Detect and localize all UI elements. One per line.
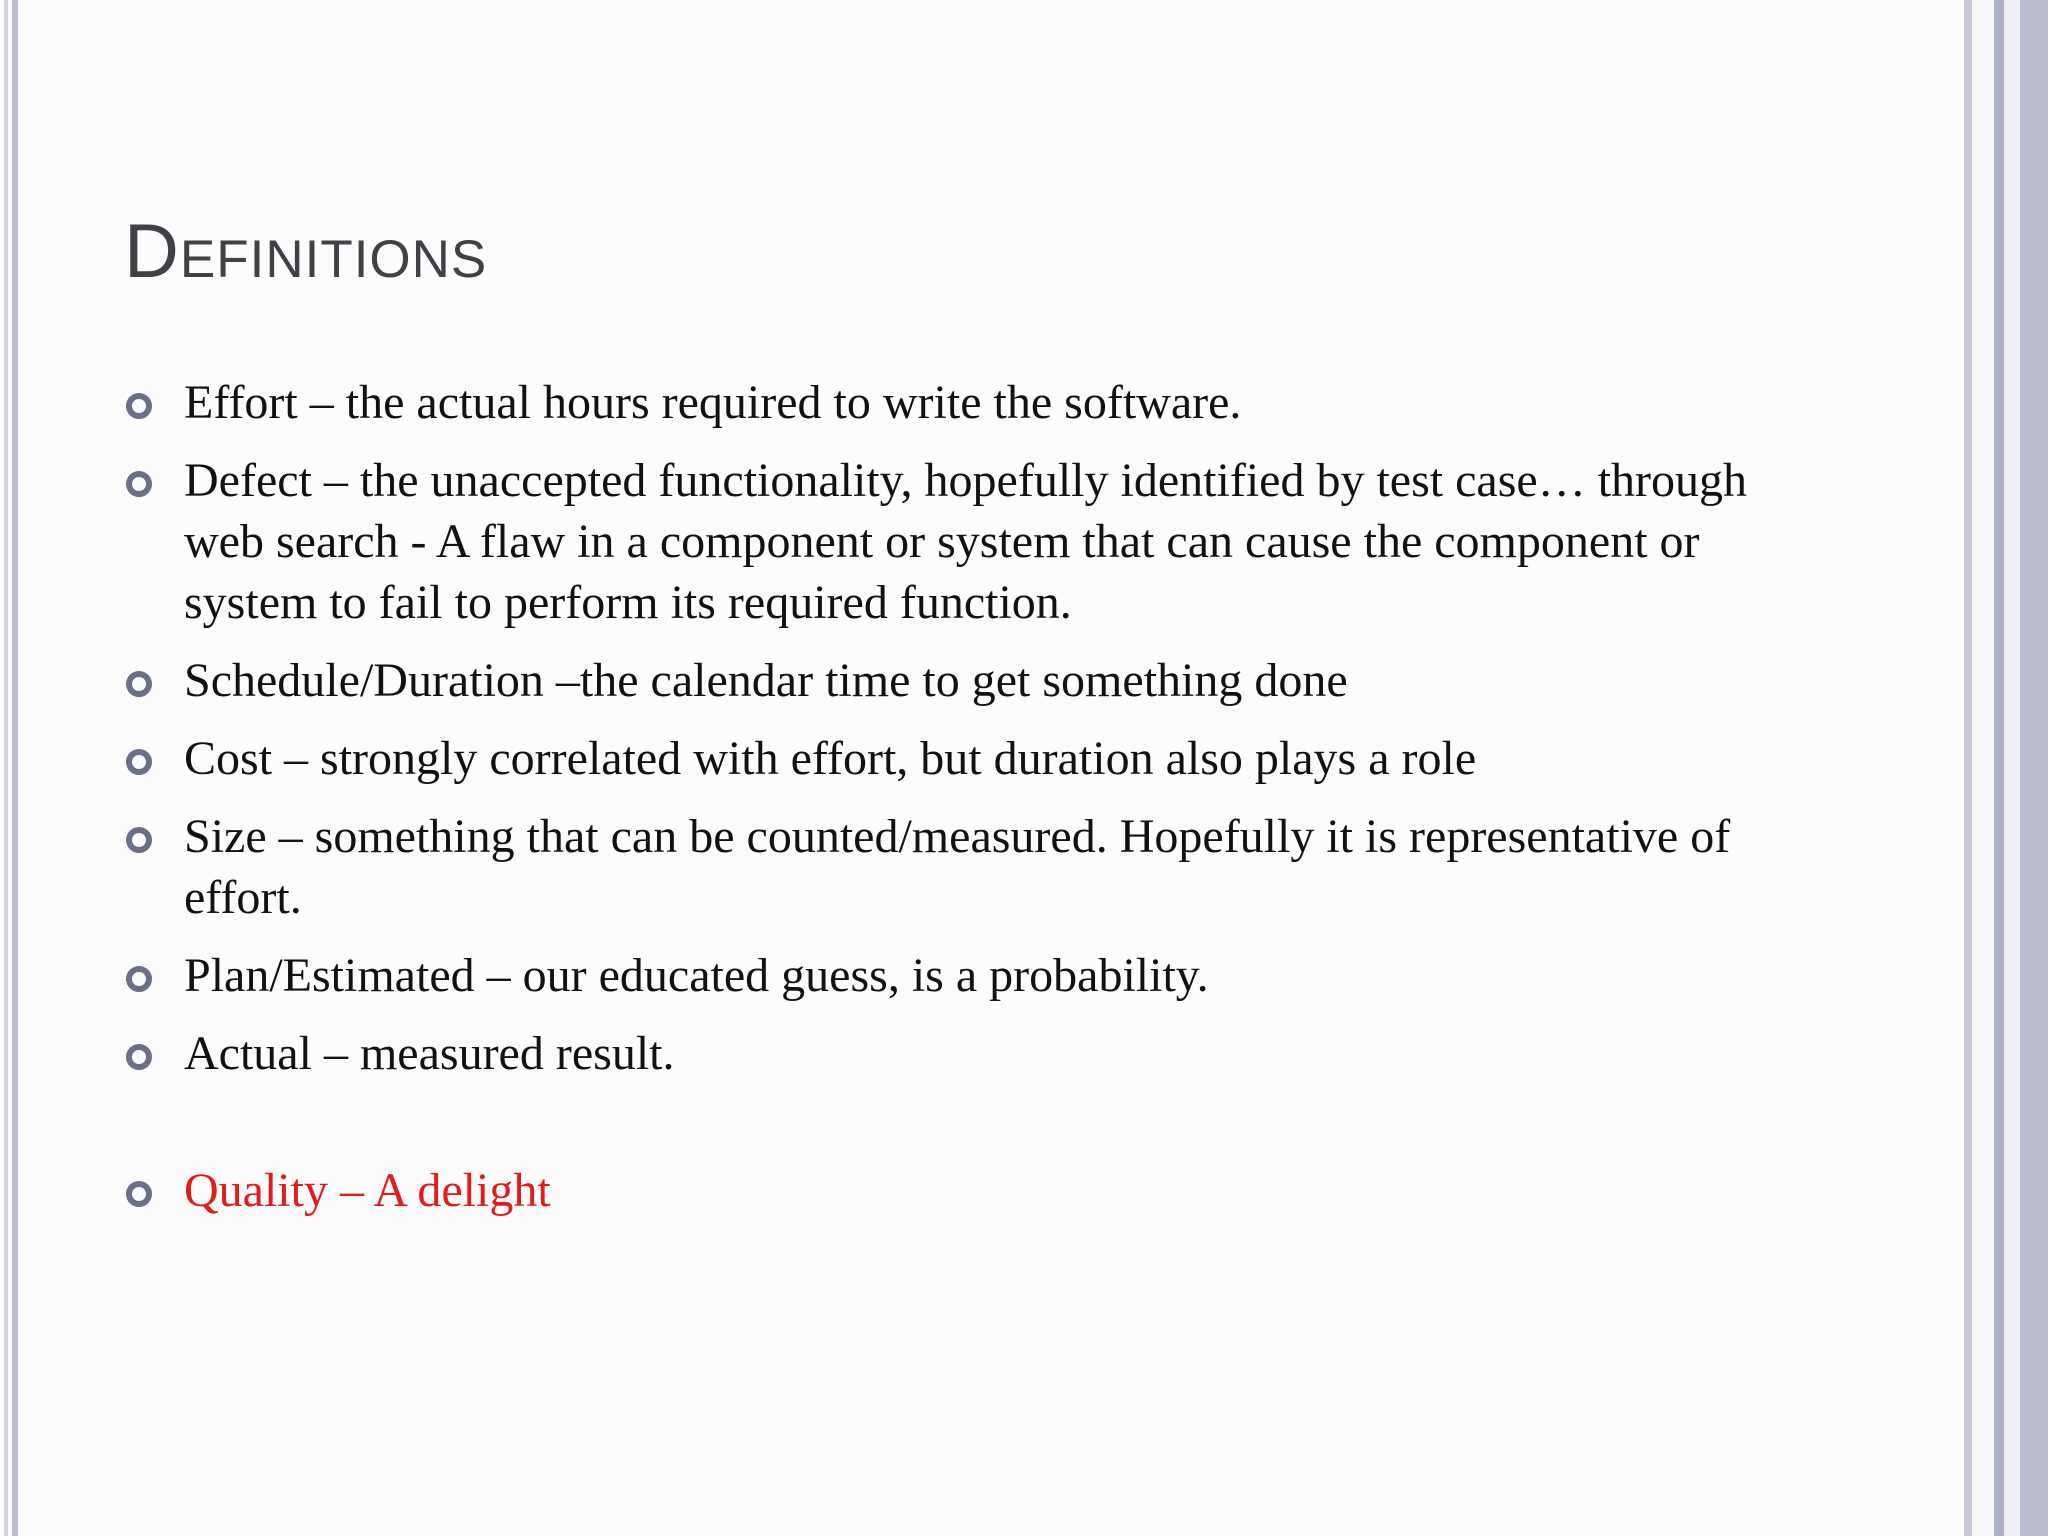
right-stripe <box>1964 0 1972 1536</box>
hollow-circle-icon <box>126 671 152 697</box>
hollow-circle-icon <box>126 749 152 775</box>
bullet-text: Defect – the unaccepted functionality, hopefully identified by test case… through web search - A flaw in a component or system that can cause the component or system to fail to perform its required function. <box>184 454 1748 629</box>
bullet-text: Plan/Estimated – our educated guess, is a probability. <box>184 949 1209 1002</box>
hollow-circle-icon <box>126 827 152 853</box>
bullet-item-schedule <box>124 650 1764 711</box>
right-stripe <box>1994 0 2004 1536</box>
bullet-item-defect <box>124 450 1764 633</box>
slide-title: Definitions <box>124 209 488 294</box>
hollow-circle-icon <box>126 966 152 992</box>
bullet-text: Cost – strongly correlated with effort, but duration also plays a role <box>184 732 1477 785</box>
left-border-line-outer <box>4 0 8 1536</box>
hollow-circle-icon <box>126 1181 152 1207</box>
right-stripe <box>1972 0 1994 1536</box>
right-stripe <box>2004 0 2020 1536</box>
definitions-list <box>124 372 1764 1238</box>
bullet-text: Effort – the actual hours required to write the software. <box>184 376 1242 429</box>
bullet-item-effort <box>124 372 1764 433</box>
right-stripe <box>2020 0 2048 1536</box>
hollow-circle-icon <box>126 471 152 497</box>
bullet-text-highlighted: Quality – A delight <box>184 1164 551 1217</box>
left-border-decoration <box>0 0 24 1536</box>
hollow-circle-icon <box>126 1044 152 1070</box>
left-border-line-inner <box>12 0 18 1536</box>
bullet-item-size <box>124 806 1764 928</box>
bullet-item-cost <box>124 728 1764 789</box>
bullet-text: Size – something that can be counted/measured. Hopefully it is representative of effort. <box>184 810 1731 924</box>
right-stripe-decoration <box>1964 0 2048 1536</box>
bullet-item-quality <box>124 1160 1764 1221</box>
bullet-item-plan <box>124 945 1764 1006</box>
bullet-text: Actual – measured result. <box>184 1027 675 1080</box>
hollow-circle-icon <box>126 393 152 419</box>
bullet-text: Schedule/Duration –the calendar time to get something done <box>184 654 1348 707</box>
bullet-item-actual <box>124 1023 1764 1084</box>
